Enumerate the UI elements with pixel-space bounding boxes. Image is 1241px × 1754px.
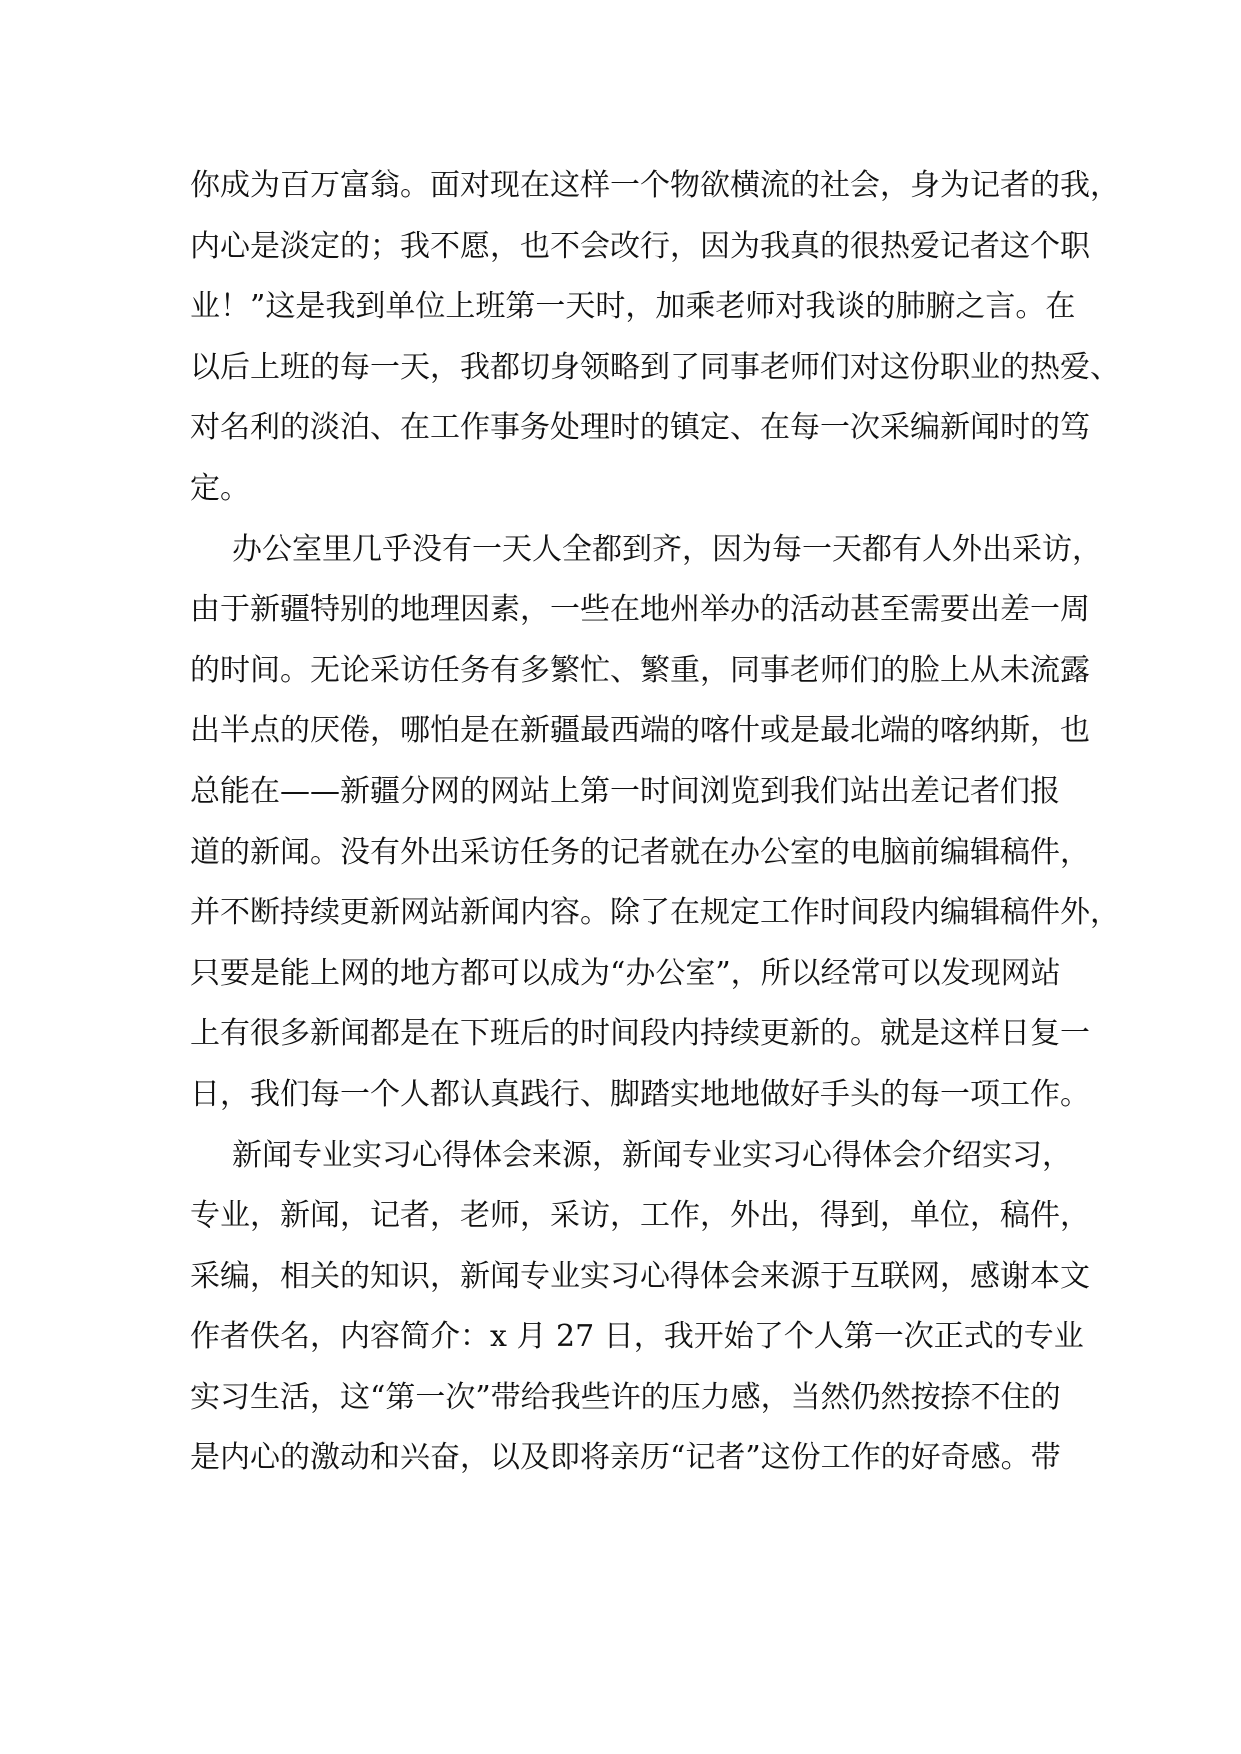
text-line: 总能在——新疆分网的网站上第一时间浏览到我们站出差记者们报 xyxy=(190,773,1060,809)
text-line: 上有很多新闻都是在下班后的时间段内持续更新的。就是这样日复一 xyxy=(190,1016,1090,1052)
text-line: 只要是能上网的地方都可以成为“办公室”，所以经常可以发现网站 xyxy=(190,955,1061,991)
text-line: 内心是淡定的；我不愿，也不会改行，因为我真的很热爱记者这个职 xyxy=(190,228,1090,264)
text-line: 道的新闻。没有外出采访任务的记者就在办公室的电脑前编辑稿件， xyxy=(190,834,1090,870)
text-line: 专业，新闻，记者，老师，采访，工作，外出，得到，单位，稿件， xyxy=(190,1198,1090,1234)
text-line: 对名利的淡泊、在工作事务处理时的镇定、在每一次采编新闻时的笃 xyxy=(190,410,1090,446)
text-line: 实习生活，这“第一次”带给我些许的压力感，当然仍然按捺不住的 xyxy=(190,1379,1061,1415)
text-line: 日，我们每一个人都认真践行、脚踏实地地做好手头的每一项工作。 xyxy=(190,1076,1090,1112)
document-body xyxy=(190,156,1120,1489)
text-line: 由于新疆特别的地理因素，一些在地州举办的活动甚至需要出差一周 xyxy=(190,592,1090,628)
text-line: 业！”这是我到单位上班第一天时，加乘老师对我谈的肺腑之言。在 xyxy=(190,289,1076,325)
paragraph-start-line: 办公室里几乎没有一天人全都到齐，因为每一天都有人外出采访， xyxy=(232,531,1102,567)
paragraph-start-line: 新闻专业实习心得体会来源，新闻专业实习心得体会介绍实习， xyxy=(232,1137,1072,1173)
text-line: 的时间。无论采访任务有多繁忙、繁重，同事老师们的脸上从未流露 xyxy=(190,652,1090,688)
text-line: 作者佚名，内容简介：x 月 27 日，我开始了个人第一次正式的专业 xyxy=(190,1319,1084,1355)
text-line: 是内心的激动和兴奋，以及即将亲历“记者”这份工作的好奇感。带 xyxy=(190,1440,1061,1476)
text-line: 定。 xyxy=(190,470,250,506)
text-line: 以后上班的每一天，我都切身领略到了同事老师们对这份职业的热爱、 xyxy=(190,349,1120,385)
text-line: 采编，相关的知识，新闻专业实习心得体会来源于互联网，感谢本文 xyxy=(190,1258,1090,1294)
text-line: 出半点的厌倦，哪怕是在新疆最西端的喀什或是最北端的喀纳斯，也 xyxy=(190,713,1090,749)
text-line: 你成为百万富翁。面对现在这样一个物欲横流的社会，身为记者的我， xyxy=(190,168,1120,203)
text-line: 并不断持续更新网站新闻内容。除了在规定工作时间段内编辑稿件外， xyxy=(190,895,1120,931)
